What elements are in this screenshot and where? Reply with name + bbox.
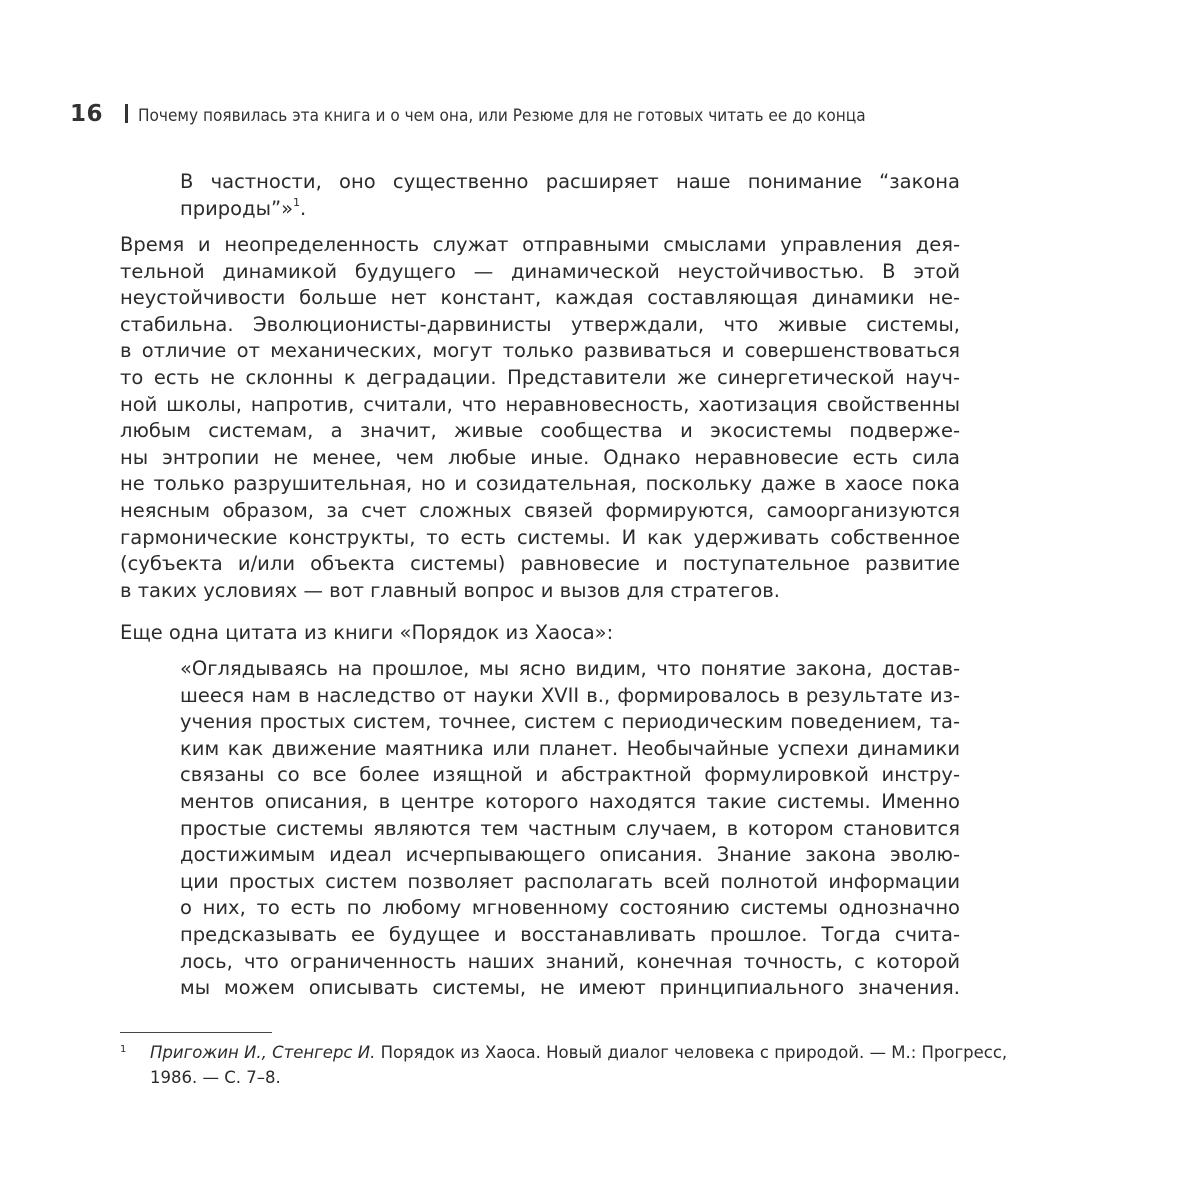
footnote [120, 1040, 1100, 1090]
text-line: ции простых систем позволяет располагать всей полнотой информации [180, 869, 960, 893]
text-line: Время и неопределенность служат отправными смыслами управления дея- [120, 233, 960, 256]
text-line: мы можем описывать системы, не имеют принципиального значения. [180, 976, 960, 1000]
text-line: Еще одна цитата из книги «Порядок из Хаоса»: [120, 621, 614, 644]
header-divider [125, 104, 128, 123]
running-header [70, 101, 920, 127]
footnote-divider [120, 1032, 272, 1033]
text-line: шееся нам в наследство от науки XVII в., формировалось в результате из- [180, 683, 960, 707]
text-line: лось, что ограниченность наших знаний, конечная точность, с которой [180, 949, 960, 973]
body-paragraph [120, 232, 960, 604]
text-line: в отличие от механических, могут только развиваться и совершенствоваться [120, 339, 960, 363]
text-line: достижимым идеал исчерпывающего описания. Знание закона эволю- [180, 843, 960, 867]
text-line: то есть не склонны к деградации. Представители же синергетической науч- [120, 365, 960, 389]
text-line: природы”»$^1$. [180, 196, 307, 220]
text-line: ментов описания, в центре которого находятся такие системы. Именно [180, 789, 960, 813]
text-line: В частности, оно существенно расширяет наше понимание “закона [180, 170, 960, 193]
footnote-mark: 1 [120, 1044, 127, 1055]
text-line: предсказывать ее будущее и восстанавливать прошлое. Тогда счита- [180, 922, 960, 946]
footnote-citation: Порядок из Хаоса. Новый диалог человека с природой. — М.: Прогресс, [375, 1043, 1008, 1062]
running-title: Почему появилась эта книга и о чем она, или Резюме для не готовых читать ее до конца [138, 106, 866, 125]
text-line: не только разрушительная, но и созидательная, поскольку даже в хаосе пока [120, 472, 960, 496]
footnote-reference: 1 [293, 196, 301, 210]
block-quote [180, 656, 960, 1002]
footnote-citation-cont: 1986. — С. 7–8. [150, 1068, 281, 1087]
text-line: «Оглядываясь на прошлое, мы ясно видим, что понятие закона, достав- [180, 657, 960, 680]
text-line: связаны со все более изящной и абстрактной формулировкой инстру- [180, 763, 960, 787]
text-line: неустойчивости больше нет констант, каждая составляющая динамики не- [120, 286, 960, 310]
text-line: ким как движение маятника или планет. Необычайные успехи динамики [180, 736, 960, 760]
text-line: гармонические конструкты, то есть системы. И как удерживать собственное [120, 525, 960, 549]
text-line: учения простых систем, точнее, систем с периодическим поведением, та- [180, 710, 960, 734]
block-quote-continuation [180, 169, 960, 222]
text-line: стабильна. Эволюционисты-дарвинисты утверждали, что живые системы, [120, 312, 960, 336]
text-line: ной школы, напротив, считали, что неравновесность, хаотизация свойственны [120, 392, 960, 416]
page-number: 16 [70, 101, 104, 127]
text-line: простые системы являются тем частным случаем, в котором становится [180, 816, 960, 840]
text-line: о них, то есть по любому мгновенному состоянию системы однозначно [180, 896, 960, 920]
footnote-text [150, 1040, 1100, 1090]
text-line: ны энтропии не менее, чем любые иные. Однако неравновесие есть сила [120, 445, 960, 469]
text-line: неясным образом, за счет сложных связей формируются, самоорганизуются [120, 498, 960, 522]
text-line: любым системам, а значит, живые сообщества и экосистемы подверже- [120, 419, 960, 443]
quote-intro-paragraph [120, 620, 960, 647]
text-line: в таких условиях — вот главный вопрос и вызов для стратегов. [120, 578, 780, 602]
footnote-authors: Пригожин И., Стенгерс И. [150, 1043, 376, 1062]
text-line: тельной динамикой будущего — динамической неустойчивостью. В этой [120, 259, 960, 283]
text-line: (субъекта и/или объекта системы) равновесие и поступательное развитие [120, 552, 960, 576]
